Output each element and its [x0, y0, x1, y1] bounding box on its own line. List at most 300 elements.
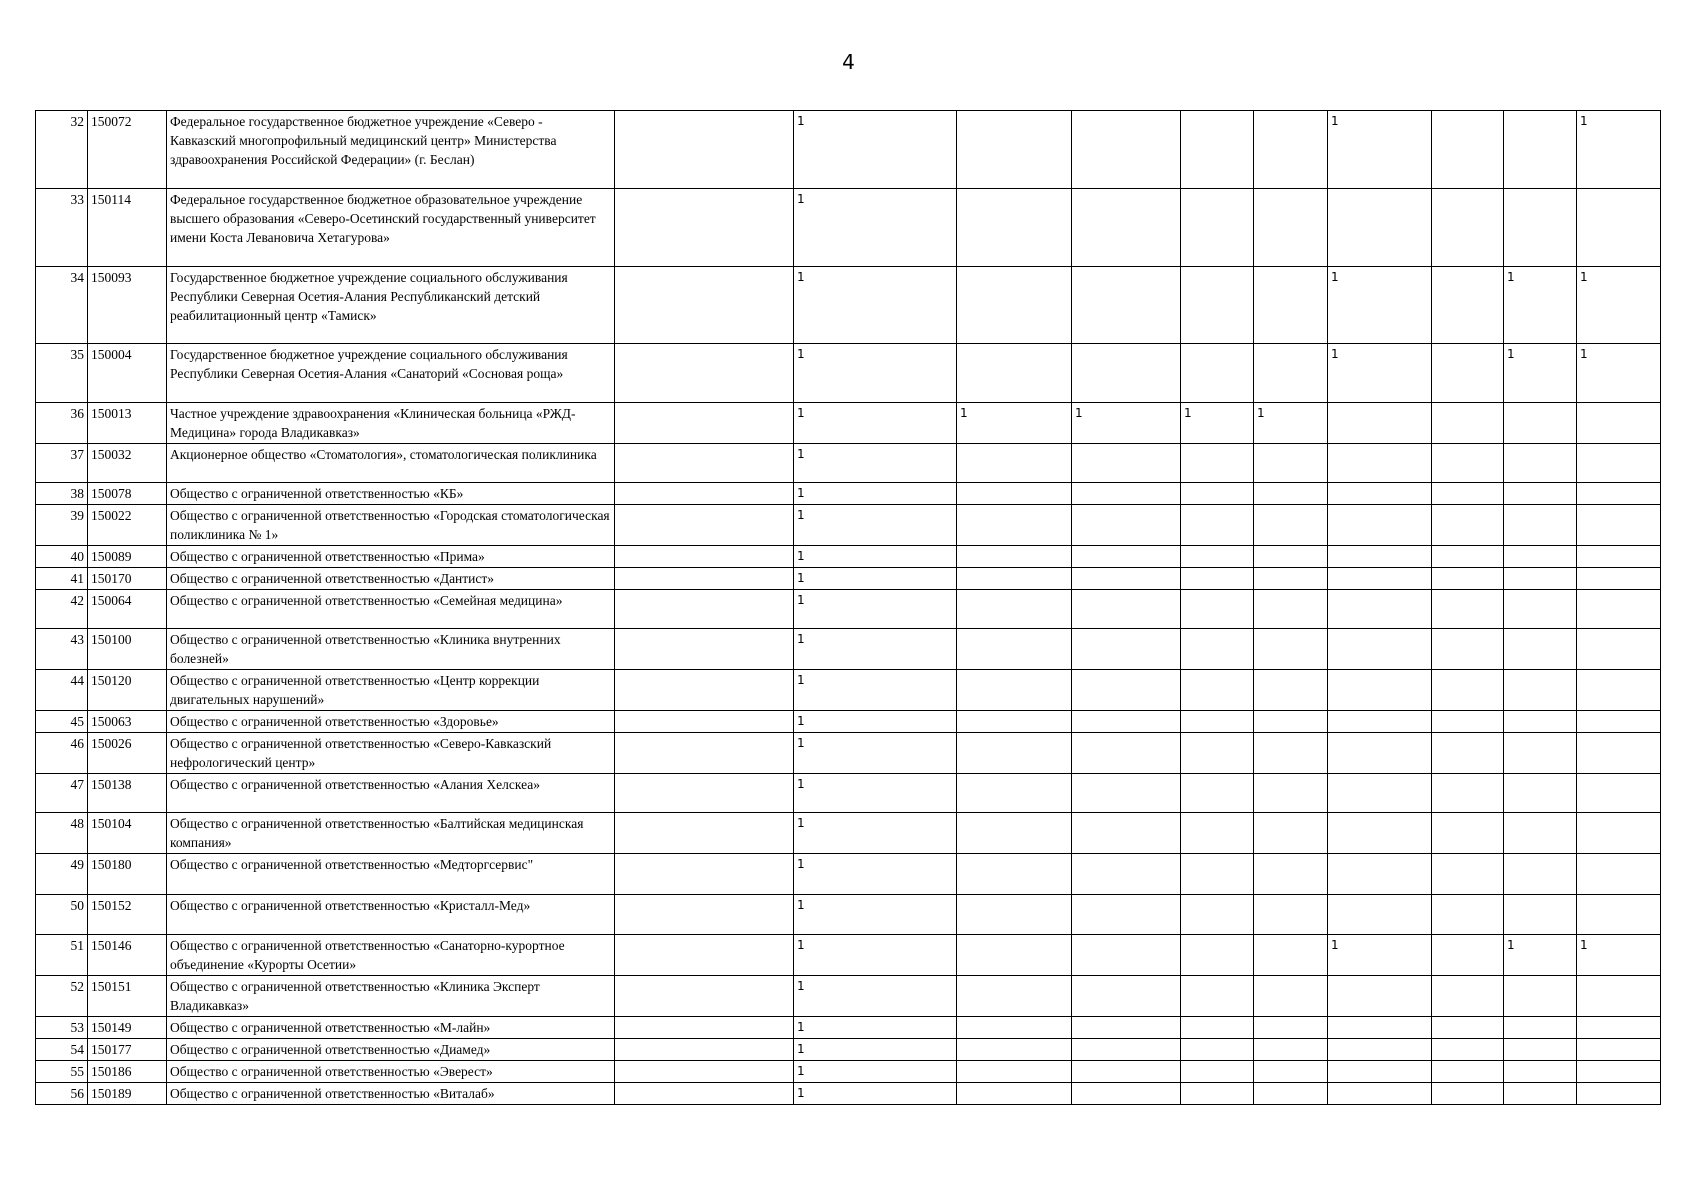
flag-cell-1 — [615, 854, 794, 895]
flag-cell-10 — [1577, 189, 1661, 267]
flag-cell-2: 1 — [794, 483, 957, 505]
flag-cell-8 — [1432, 111, 1504, 189]
flag-cell-7 — [1328, 1061, 1432, 1083]
flag-cell-4 — [1072, 267, 1181, 344]
flag-cell-8 — [1432, 403, 1504, 444]
row-number-cell: 49 — [36, 854, 88, 895]
row-number-cell: 40 — [36, 546, 88, 568]
flag-cell-6 — [1254, 854, 1328, 895]
registry-code-cell: 150180 — [88, 854, 167, 895]
flag-cell-9 — [1504, 505, 1577, 546]
flag-cell-6 — [1254, 590, 1328, 629]
flag-cell-6 — [1254, 546, 1328, 568]
registry-code-cell: 150022 — [88, 505, 167, 546]
flag-cell-10: 1 — [1577, 267, 1661, 344]
flag-cell-9 — [1504, 546, 1577, 568]
flag-cell-7 — [1328, 1083, 1432, 1105]
registry-code-cell: 150104 — [88, 813, 167, 854]
table-row — [36, 189, 1661, 267]
flag-cell-1 — [615, 444, 794, 483]
flag-cell-4 — [1072, 344, 1181, 403]
flag-cell-4 — [1072, 711, 1181, 733]
flag-cell-4 — [1072, 568, 1181, 590]
flag-cell-8 — [1432, 1039, 1504, 1061]
flag-cell-9 — [1504, 1017, 1577, 1039]
flag-cell-7 — [1328, 189, 1432, 267]
organization-name-cell: Общество с ограниченной ответственностью «Дантист» — [167, 568, 615, 590]
organization-name-cell: Общество с ограниченной ответственностью «Балтийская медицинская компания» — [167, 813, 615, 854]
registry-code-cell: 150149 — [88, 1017, 167, 1039]
organization-name-cell: Федеральное государственное бюджетное учреждение «Северо - Кавказский многопрофильный медицинский центр» Министерства здравоохранения Российской Федерации» (г. Беслан) — [167, 111, 615, 189]
flag-cell-3 — [957, 483, 1072, 505]
table-row — [36, 711, 1661, 733]
table-row — [36, 344, 1661, 403]
flag-cell-5 — [1181, 590, 1254, 629]
flag-cell-9: 1 — [1504, 344, 1577, 403]
flag-cell-4: 1 — [1072, 403, 1181, 444]
flag-cell-7 — [1328, 483, 1432, 505]
table-row — [36, 895, 1661, 935]
flag-cell-5 — [1181, 854, 1254, 895]
flag-cell-7 — [1328, 444, 1432, 483]
flag-cell-6 — [1254, 568, 1328, 590]
flag-cell-1 — [615, 344, 794, 403]
flag-cell-1 — [615, 546, 794, 568]
flag-cell-6 — [1254, 733, 1328, 774]
table-row — [36, 403, 1661, 444]
row-number-cell: 55 — [36, 1061, 88, 1083]
flag-cell-6 — [1254, 670, 1328, 711]
flag-cell-10 — [1577, 733, 1661, 774]
flag-cell-3 — [957, 1017, 1072, 1039]
flag-cell-3: 1 — [957, 403, 1072, 444]
flag-cell-10 — [1577, 444, 1661, 483]
flag-cell-7 — [1328, 590, 1432, 629]
flag-cell-8 — [1432, 935, 1504, 976]
flag-cell-1 — [615, 670, 794, 711]
flag-cell-1 — [615, 629, 794, 670]
table-row — [36, 935, 1661, 976]
flag-cell-4 — [1072, 935, 1181, 976]
flag-cell-7 — [1328, 1039, 1432, 1061]
flag-cell-4 — [1072, 483, 1181, 505]
flag-cell-10 — [1577, 854, 1661, 895]
registry-code-cell: 150189 — [88, 1083, 167, 1105]
organization-name-cell: Общество с ограниченной ответственностью «Кристалл-Мед» — [167, 895, 615, 935]
registry-code-cell: 150120 — [88, 670, 167, 711]
flag-cell-7 — [1328, 568, 1432, 590]
flag-cell-8 — [1432, 976, 1504, 1017]
flag-cell-2: 1 — [794, 670, 957, 711]
flag-cell-4 — [1072, 590, 1181, 629]
flag-cell-7 — [1328, 976, 1432, 1017]
flag-cell-4 — [1072, 1083, 1181, 1105]
flag-cell-6 — [1254, 189, 1328, 267]
flag-cell-9 — [1504, 733, 1577, 774]
row-number-cell: 41 — [36, 568, 88, 590]
flag-cell-3 — [957, 111, 1072, 189]
flag-cell-8 — [1432, 1061, 1504, 1083]
flag-cell-2: 1 — [794, 505, 957, 546]
flag-cell-10 — [1577, 976, 1661, 1017]
table-row — [36, 483, 1661, 505]
flag-cell-10 — [1577, 1039, 1661, 1061]
organization-name-cell: Общество с ограниченной ответственностью «Санаторно-курортное объединение «Курорты Осетии» — [167, 935, 615, 976]
row-number-cell: 33 — [36, 189, 88, 267]
flag-cell-8 — [1432, 444, 1504, 483]
flag-cell-9 — [1504, 590, 1577, 629]
registry-code-cell: 150026 — [88, 733, 167, 774]
flag-cell-6 — [1254, 1039, 1328, 1061]
flag-cell-3 — [957, 189, 1072, 267]
row-number-cell: 52 — [36, 976, 88, 1017]
flag-cell-1 — [615, 483, 794, 505]
registry-code-cell: 150186 — [88, 1061, 167, 1083]
flag-cell-6 — [1254, 483, 1328, 505]
row-number-cell: 39 — [36, 505, 88, 546]
flag-cell-8 — [1432, 189, 1504, 267]
table-row — [36, 505, 1661, 546]
row-number-cell: 32 — [36, 111, 88, 189]
registry-code-cell: 150013 — [88, 403, 167, 444]
flag-cell-4 — [1072, 546, 1181, 568]
flag-cell-4 — [1072, 629, 1181, 670]
flag-cell-5 — [1181, 670, 1254, 711]
registry-code-cell: 150146 — [88, 935, 167, 976]
flag-cell-6 — [1254, 344, 1328, 403]
flag-cell-5 — [1181, 444, 1254, 483]
flag-cell-5 — [1181, 111, 1254, 189]
flag-cell-9: 1 — [1504, 935, 1577, 976]
table-row — [36, 568, 1661, 590]
flag-cell-6 — [1254, 111, 1328, 189]
flag-cell-10 — [1577, 711, 1661, 733]
flag-cell-4 — [1072, 895, 1181, 935]
flag-cell-8 — [1432, 1017, 1504, 1039]
flag-cell-10 — [1577, 1017, 1661, 1039]
table-row — [36, 976, 1661, 1017]
row-number-cell: 54 — [36, 1039, 88, 1061]
row-number-cell: 36 — [36, 403, 88, 444]
flag-cell-7 — [1328, 733, 1432, 774]
flag-cell-3 — [957, 813, 1072, 854]
flag-cell-5 — [1181, 505, 1254, 546]
flag-cell-1 — [615, 590, 794, 629]
flag-cell-7 — [1328, 813, 1432, 854]
organization-name-cell: Общество с ограниченной ответственностью «Семейная медицина» — [167, 590, 615, 629]
flag-cell-5 — [1181, 629, 1254, 670]
flag-cell-1 — [615, 111, 794, 189]
flag-cell-8 — [1432, 895, 1504, 935]
flag-cell-7: 1 — [1328, 267, 1432, 344]
row-number-cell: 37 — [36, 444, 88, 483]
row-number-cell: 38 — [36, 483, 88, 505]
organization-name-cell: Федеральное государственное бюджетное образовательное учреждение высшего образования «Северо-Осетинский государственный университет имени Коста Левановича Хетагурова» — [167, 189, 615, 267]
flag-cell-6 — [1254, 444, 1328, 483]
flag-cell-2: 1 — [794, 546, 957, 568]
organization-name-cell: Общество с ограниченной ответственностью «Эверест» — [167, 1061, 615, 1083]
flag-cell-5 — [1181, 774, 1254, 813]
flag-cell-7 — [1328, 546, 1432, 568]
flag-cell-2: 1 — [794, 774, 957, 813]
flag-cell-10 — [1577, 403, 1661, 444]
flag-cell-6 — [1254, 267, 1328, 344]
row-number-cell: 44 — [36, 670, 88, 711]
row-number-cell: 47 — [36, 774, 88, 813]
flag-cell-1 — [615, 895, 794, 935]
registry-code-cell: 150114 — [88, 189, 167, 267]
flag-cell-7 — [1328, 774, 1432, 813]
flag-cell-4 — [1072, 733, 1181, 774]
organization-name-cell: Общество с ограниченной ответственностью «Диамед» — [167, 1039, 615, 1061]
flag-cell-2: 1 — [794, 403, 957, 444]
flag-cell-10 — [1577, 774, 1661, 813]
table-row — [36, 629, 1661, 670]
flag-cell-1 — [615, 813, 794, 854]
flag-cell-9 — [1504, 1039, 1577, 1061]
flag-cell-8 — [1432, 505, 1504, 546]
flag-cell-4 — [1072, 1061, 1181, 1083]
registry-code-cell: 150089 — [88, 546, 167, 568]
flag-cell-5 — [1181, 1061, 1254, 1083]
flag-cell-10 — [1577, 483, 1661, 505]
flag-cell-4 — [1072, 774, 1181, 813]
registry-code-cell: 150063 — [88, 711, 167, 733]
flag-cell-10 — [1577, 568, 1661, 590]
table-row — [36, 774, 1661, 813]
flag-cell-7 — [1328, 854, 1432, 895]
table-row — [36, 1039, 1661, 1061]
flag-cell-1 — [615, 733, 794, 774]
flag-cell-10 — [1577, 670, 1661, 711]
flag-cell-1 — [615, 1039, 794, 1061]
flag-cell-2: 1 — [794, 1083, 957, 1105]
flag-cell-9 — [1504, 813, 1577, 854]
flag-cell-3 — [957, 1061, 1072, 1083]
organization-name-cell: Акционерное общество «Стоматология», стоматологическая поликлиника — [167, 444, 615, 483]
flag-cell-6 — [1254, 774, 1328, 813]
flag-cell-1 — [615, 774, 794, 813]
flag-cell-9 — [1504, 711, 1577, 733]
flag-cell-5 — [1181, 976, 1254, 1017]
table-row — [36, 444, 1661, 483]
flag-cell-4 — [1072, 505, 1181, 546]
organization-name-cell: Общество с ограниченной ответственностью «Медторгсервис" — [167, 854, 615, 895]
flag-cell-1 — [615, 568, 794, 590]
flag-cell-3 — [957, 1039, 1072, 1061]
organization-name-cell: Общество с ограниченной ответственностью «КБ» — [167, 483, 615, 505]
flag-cell-1 — [615, 935, 794, 976]
flag-cell-5 — [1181, 1083, 1254, 1105]
organization-name-cell: Общество с ограниченной ответственностью «Клиника Эксперт Владикавказ» — [167, 976, 615, 1017]
organization-name-cell: Общество с ограниченной ответственностью «Виталаб» — [167, 1083, 615, 1105]
registry-code-cell: 150100 — [88, 629, 167, 670]
flag-cell-2: 1 — [794, 711, 957, 733]
flag-cell-3 — [957, 344, 1072, 403]
organization-name-cell: Государственное бюджетное учреждение социального обслуживания Республики Северная Осетия-Алания Республиканский детский реабилитационный центр «Тамиск» — [167, 267, 615, 344]
flag-cell-9 — [1504, 774, 1577, 813]
flag-cell-9 — [1504, 568, 1577, 590]
registry-code-cell: 150093 — [88, 267, 167, 344]
flag-cell-6 — [1254, 1017, 1328, 1039]
flag-cell-3 — [957, 774, 1072, 813]
flag-cell-2: 1 — [794, 267, 957, 344]
flag-cell-6 — [1254, 1061, 1328, 1083]
flag-cell-6 — [1254, 505, 1328, 546]
flag-cell-2: 1 — [794, 111, 957, 189]
flag-cell-3 — [957, 1083, 1072, 1105]
flag-cell-10: 1 — [1577, 111, 1661, 189]
organization-name-cell: Общество с ограниченной ответственностью «Здоровье» — [167, 711, 615, 733]
flag-cell-9 — [1504, 1083, 1577, 1105]
flag-cell-4 — [1072, 189, 1181, 267]
flag-cell-10 — [1577, 1083, 1661, 1105]
flag-cell-3 — [957, 267, 1072, 344]
flag-cell-2: 1 — [794, 568, 957, 590]
flag-cell-7 — [1328, 1017, 1432, 1039]
flag-cell-8 — [1432, 711, 1504, 733]
flag-cell-5: 1 — [1181, 403, 1254, 444]
flag-cell-8 — [1432, 670, 1504, 711]
registry-code-cell: 150032 — [88, 444, 167, 483]
flag-cell-2: 1 — [794, 1039, 957, 1061]
row-number-cell: 46 — [36, 733, 88, 774]
table-row — [36, 1017, 1661, 1039]
flag-cell-5 — [1181, 935, 1254, 976]
flag-cell-8 — [1432, 483, 1504, 505]
flag-cell-5 — [1181, 1039, 1254, 1061]
organization-name-cell: Общество с ограниченной ответственностью «Клиника внутренних болезней» — [167, 629, 615, 670]
flag-cell-8 — [1432, 590, 1504, 629]
flag-cell-1 — [615, 976, 794, 1017]
flag-cell-6 — [1254, 976, 1328, 1017]
flag-cell-9 — [1504, 483, 1577, 505]
flag-cell-2: 1 — [794, 935, 957, 976]
flag-cell-3 — [957, 854, 1072, 895]
flag-cell-5 — [1181, 711, 1254, 733]
flag-cell-8 — [1432, 1083, 1504, 1105]
organization-name-cell: Общество с ограниченной ответственностью «М-лайн» — [167, 1017, 615, 1039]
organization-name-cell: Государственное бюджетное учреждение социального обслуживания Республики Северная Осетия-Алания «Санаторий «Сосновая роща» — [167, 344, 615, 403]
flag-cell-5 — [1181, 1017, 1254, 1039]
flag-cell-8 — [1432, 546, 1504, 568]
flag-cell-5 — [1181, 895, 1254, 935]
flag-cell-2: 1 — [794, 813, 957, 854]
flag-cell-9 — [1504, 189, 1577, 267]
flag-cell-4 — [1072, 1039, 1181, 1061]
flag-cell-6 — [1254, 711, 1328, 733]
flag-cell-2: 1 — [794, 344, 957, 403]
registry-code-cell: 150072 — [88, 111, 167, 189]
flag-cell-1 — [615, 189, 794, 267]
flag-cell-4 — [1072, 670, 1181, 711]
flag-cell-9 — [1504, 854, 1577, 895]
flag-cell-7 — [1328, 711, 1432, 733]
table-row — [36, 111, 1661, 189]
flag-cell-3 — [957, 546, 1072, 568]
flag-cell-3 — [957, 590, 1072, 629]
flag-cell-3 — [957, 670, 1072, 711]
flag-cell-9 — [1504, 111, 1577, 189]
flag-cell-4 — [1072, 813, 1181, 854]
flag-cell-9 — [1504, 1061, 1577, 1083]
registry-code-cell: 150078 — [88, 483, 167, 505]
flag-cell-2: 1 — [794, 1061, 957, 1083]
flag-cell-4 — [1072, 976, 1181, 1017]
table-row — [36, 546, 1661, 568]
flag-cell-2: 1 — [794, 189, 957, 267]
flag-cell-10: 1 — [1577, 935, 1661, 976]
row-number-cell: 43 — [36, 629, 88, 670]
registry-code-cell: 150138 — [88, 774, 167, 813]
flag-cell-8 — [1432, 568, 1504, 590]
flag-cell-9 — [1504, 444, 1577, 483]
flag-cell-10 — [1577, 895, 1661, 935]
flag-cell-10 — [1577, 505, 1661, 546]
flag-cell-5 — [1181, 813, 1254, 854]
table-row — [36, 854, 1661, 895]
flag-cell-2: 1 — [794, 733, 957, 774]
flag-cell-5 — [1181, 733, 1254, 774]
flag-cell-4 — [1072, 854, 1181, 895]
row-number-cell: 56 — [36, 1083, 88, 1105]
flag-cell-4 — [1072, 111, 1181, 189]
flag-cell-8 — [1432, 344, 1504, 403]
flag-cell-5 — [1181, 189, 1254, 267]
row-number-cell: 42 — [36, 590, 88, 629]
table-row — [36, 267, 1661, 344]
flag-cell-5 — [1181, 546, 1254, 568]
flag-cell-5 — [1181, 568, 1254, 590]
flag-cell-2: 1 — [794, 590, 957, 629]
flag-cell-1 — [615, 505, 794, 546]
row-number-cell: 50 — [36, 895, 88, 935]
flag-cell-8 — [1432, 854, 1504, 895]
table-row — [36, 670, 1661, 711]
flag-cell-8 — [1432, 629, 1504, 670]
flag-cell-5 — [1181, 267, 1254, 344]
flag-cell-7 — [1328, 403, 1432, 444]
flag-cell-9 — [1504, 670, 1577, 711]
flag-cell-10 — [1577, 813, 1661, 854]
flag-cell-8 — [1432, 267, 1504, 344]
flag-cell-9 — [1504, 895, 1577, 935]
flag-cell-3 — [957, 711, 1072, 733]
flag-cell-3 — [957, 935, 1072, 976]
row-number-cell: 53 — [36, 1017, 88, 1039]
flag-cell-5 — [1181, 344, 1254, 403]
flag-cell-1 — [615, 1083, 794, 1105]
flag-cell-7: 1 — [1328, 111, 1432, 189]
flag-cell-6 — [1254, 629, 1328, 670]
flag-cell-8 — [1432, 733, 1504, 774]
flag-cell-2: 1 — [794, 444, 957, 483]
row-number-cell: 34 — [36, 267, 88, 344]
flag-cell-7 — [1328, 670, 1432, 711]
row-number-cell: 48 — [36, 813, 88, 854]
flag-cell-3 — [957, 629, 1072, 670]
row-number-cell: 51 — [36, 935, 88, 976]
table-row — [36, 733, 1661, 774]
registry-code-cell: 150064 — [88, 590, 167, 629]
flag-cell-1 — [615, 267, 794, 344]
organization-name-cell: Частное учреждение здравоохранения «Клиническая больница «РЖД-Медицина» города Владикавказ» — [167, 403, 615, 444]
row-number-cell: 45 — [36, 711, 88, 733]
flag-cell-6: 1 — [1254, 403, 1328, 444]
flag-cell-1 — [615, 1017, 794, 1039]
flag-cell-2: 1 — [794, 629, 957, 670]
flag-cell-9 — [1504, 976, 1577, 1017]
